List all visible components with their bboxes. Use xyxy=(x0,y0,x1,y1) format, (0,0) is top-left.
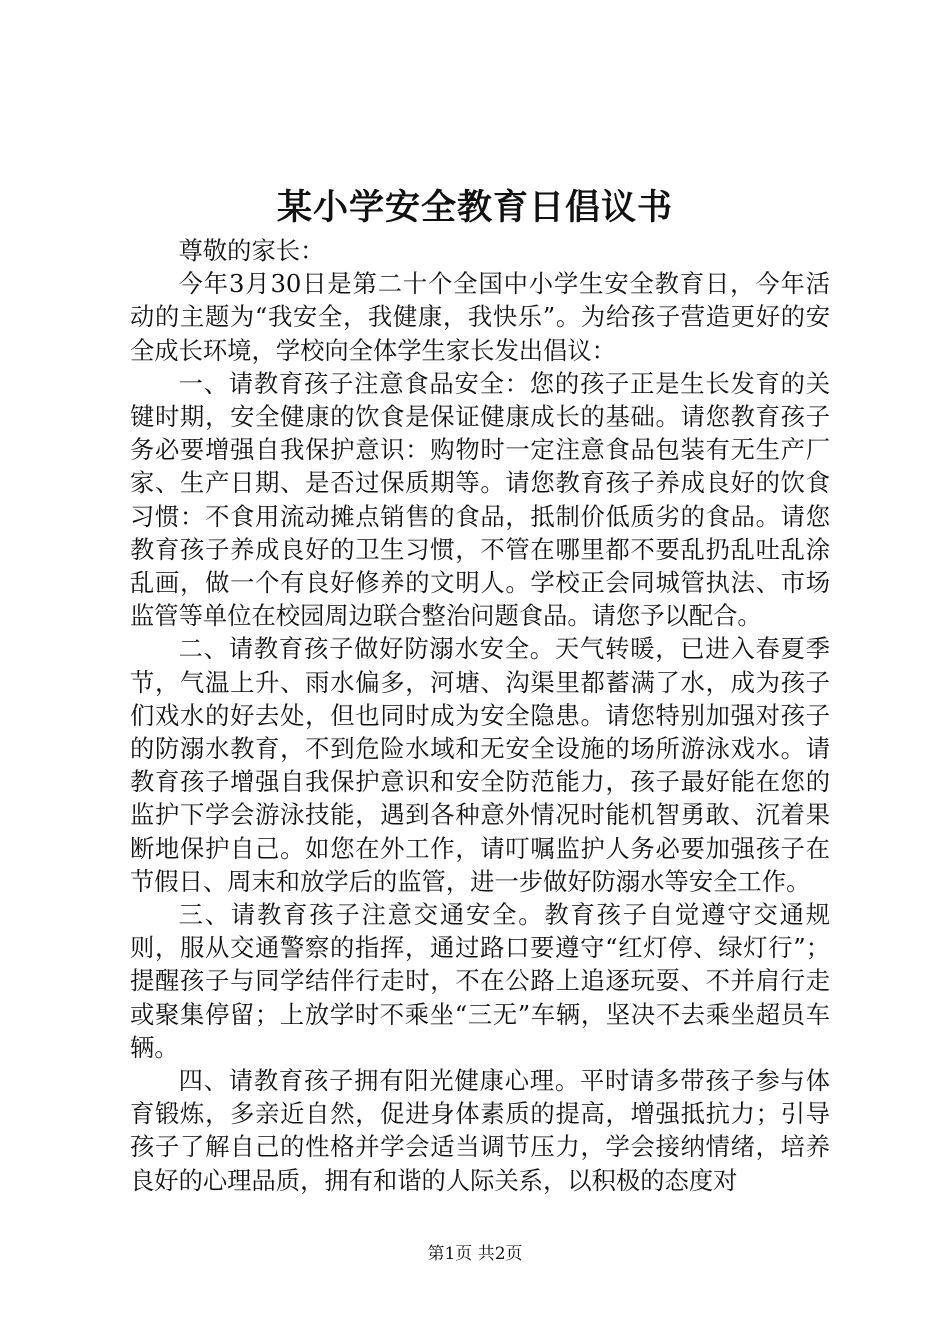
traffic-safety-paragraph: 三、请教育孩子注意交通安全。教育孩子自觉遵守交通规则，服从交通警察的指挥，通过路口要遵守“红灯停、绿灯行”；提醒孩子与同学结伴行走时，不在公路上追逐玩耍、不并肩行走或聚集停留；上放学时不乘坐“三无”车辆，坚决不去乘坐超员车辆。 xyxy=(130,900,830,1062)
mental-health-paragraph: 四、请教育孩子拥有阳光健康心理。平时请多带孩子参与体育锻炼，多亲近自然，促进身体素质的提高，增强抵抗力；引导孩子了解自己的性格并学会适当调节压力，学会接纳情绪，培养良好的心理品质，拥有和谐的人际关系，以积极的态度对 xyxy=(130,1066,830,1195)
salutation: 尊敬的家长： xyxy=(178,236,325,265)
food-safety-paragraph: 一、请教育孩子注意食品安全：您的孩子正是生长发育的关键时期，安全健康的饮食是保证健康成长的基础。请您教育孩子务必要增强自我保护意识：购物时一定注意食品包装有无生产厂家、生产日期、是否过保质期等。请您教育孩子养成良好的饮食习惯：不食用流动摊点销售的食品，抵制价低质劣的食品。请您教育孩子养成良好的卫生习惯，不管在哪里都不要乱扔乱吐乱涂乱画，做一个有良好修养的文明人。学校正会同城管执法、市场监管等单位在校园周边联合整治问题食品。请您予以配合。 xyxy=(130,368,830,631)
intro-paragraph: 今年3月30日是第二十个全国中小学生安全教育日，今年活动的主题为“我安全，我健康，我快乐”。为给孩子营造更好的安全成长环境，学校向全体学生家长发出倡议： xyxy=(130,269,830,365)
document-body xyxy=(130,234,830,1197)
document-title: 某小学安全教育日倡议书 xyxy=(276,187,673,228)
page-number-footer: 第1页 共2页 xyxy=(427,1244,523,1264)
drowning-safety-paragraph: 二、请教育孩子做好防溺水安全。天气转暖，已进入春夏季节，气温上升、雨水偏多，河塘、沟渠里都蓄满了水，成为孩子们戏水的好去处，但也同时成为安全隐患。请您特别加强对孩子的防溺水教育，不到危险水域和无安全设施的场所游泳戏水。请教育孩子增强自我保护意识和安全防范能力，孩子最好能在您的监护下学会游泳技能，遇到各种意外情况时能机智勇敢、沉着果断地保护自己。如您在外工作，请叮嘱监护人务必要加强孩子在节假日、周末和放学后的监管，进一步做好防溺水等安全工作。 xyxy=(130,634,830,896)
